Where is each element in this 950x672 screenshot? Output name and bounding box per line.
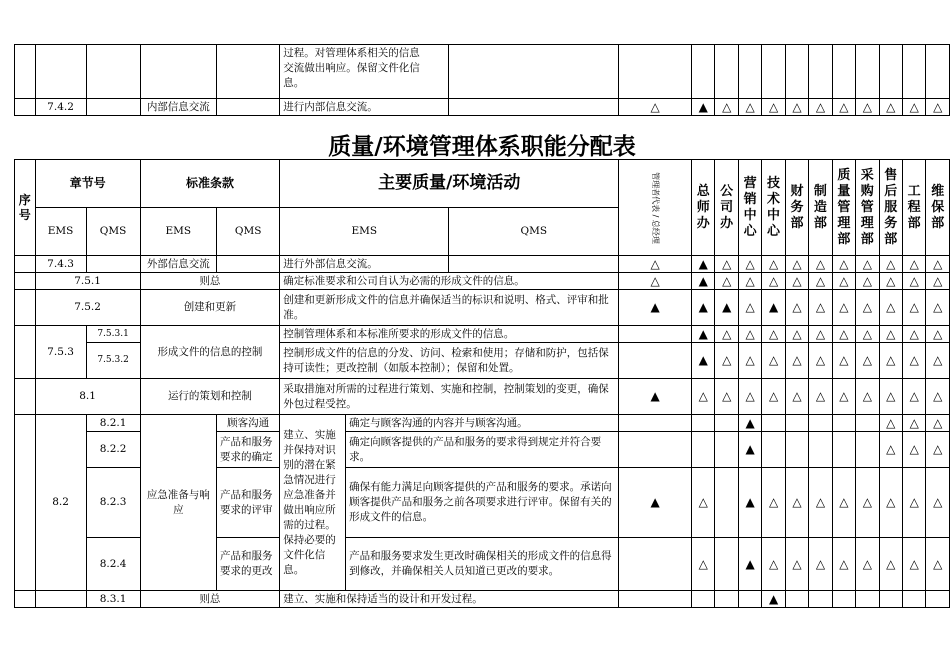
- mark: [762, 415, 785, 432]
- mark: △: [832, 538, 855, 591]
- dept-header: 制造部: [809, 160, 832, 256]
- mark: △: [738, 99, 761, 116]
- mark: △: [879, 415, 902, 432]
- mark: △: [692, 379, 715, 415]
- sub-chapter-number: 7.5.3.1: [86, 326, 140, 343]
- mark: △: [856, 99, 879, 116]
- chapter-number: 7.5.2: [35, 290, 140, 326]
- table-row: [15, 379, 950, 415]
- mark: △: [902, 99, 925, 116]
- sub-chapter-number: 8.2.2: [86, 432, 140, 468]
- dept-header: 采购管理部: [856, 160, 879, 256]
- mark: [619, 326, 692, 343]
- mark: △: [785, 343, 808, 379]
- standard-clause: 应急准备与响应: [140, 415, 216, 591]
- activity-text: 控制形成文件的信息的分发、访问、检索和使用；存储和防护，包括保持可读性；更改控制（如版本控制）；保留和处置。: [280, 343, 619, 379]
- activity-header: 主要质量/环境活动: [280, 160, 619, 208]
- mark: [619, 538, 692, 591]
- activity-text: 确定标准要求和公司自认为必需的形成文件的信息。: [280, 273, 619, 290]
- mark: △: [785, 379, 808, 415]
- qms-header: QMS: [217, 208, 280, 256]
- mark: △: [926, 432, 950, 468]
- mark: △: [785, 468, 808, 538]
- mark: △: [856, 326, 879, 343]
- chapter-ems: 7.4.3: [35, 256, 86, 273]
- mark: △: [926, 379, 950, 415]
- mark: ▲: [738, 415, 761, 432]
- mark: △: [856, 379, 879, 415]
- dept-header-management: 管理者代表 / 总经理: [619, 160, 692, 256]
- mark: ▲: [762, 591, 785, 608]
- chapter-number: 8.2: [35, 415, 86, 591]
- header-row: [15, 160, 950, 208]
- chapter-header: 章节号: [35, 160, 140, 208]
- mark: △: [715, 256, 738, 273]
- mark: △: [809, 379, 832, 415]
- mark: △: [879, 273, 902, 290]
- mark: △: [762, 326, 785, 343]
- mark: △: [832, 343, 855, 379]
- mark: [619, 343, 692, 379]
- mark: △: [809, 290, 832, 326]
- mark: △: [902, 379, 925, 415]
- activity-text: 确定与顾客沟通的内容并与顾客沟通。: [346, 415, 619, 432]
- mark: △: [785, 273, 808, 290]
- ems-activity-text: 建立、实施并保持对识别的潜在紧急情况进行应急准备并做出响应所需的过程。保持必要的文件化信息。: [280, 415, 346, 591]
- mark: △: [879, 326, 902, 343]
- mark: △: [715, 326, 738, 343]
- activity-text: 进行内部信息交流。: [280, 99, 449, 116]
- allocation-table: [14, 44, 950, 608]
- mark: ▲: [738, 538, 761, 591]
- standard-clause: 运行的策划和控制: [140, 379, 280, 415]
- mark: △: [926, 415, 950, 432]
- mark: △: [856, 290, 879, 326]
- mark: △: [738, 256, 761, 273]
- mark: △: [738, 343, 761, 379]
- mark: △: [785, 290, 808, 326]
- dept-header: 工程部: [902, 160, 925, 256]
- mark: △: [809, 99, 832, 116]
- mark: ▲: [738, 468, 761, 538]
- chapter-number: 8.1: [35, 379, 140, 415]
- mark: △: [832, 273, 855, 290]
- mark: △: [879, 256, 902, 273]
- mark: △: [762, 273, 785, 290]
- qms-header: QMS: [86, 208, 140, 256]
- mark: [809, 591, 832, 608]
- standard-clause: 则总: [140, 591, 280, 608]
- mark: △: [879, 432, 902, 468]
- mark: △: [785, 326, 808, 343]
- qms-header: QMS: [449, 208, 619, 256]
- mark: △: [879, 538, 902, 591]
- table-row: [15, 99, 950, 116]
- mark: △: [902, 468, 925, 538]
- mark: △: [738, 326, 761, 343]
- fragment-row: [15, 45, 950, 99]
- dept-header: 售后服务部: [879, 160, 902, 256]
- mark: ▲: [619, 468, 692, 538]
- mark: ▲: [692, 99, 715, 116]
- mark: △: [715, 99, 738, 116]
- mark: △: [856, 468, 879, 538]
- mark: [785, 432, 808, 468]
- mark: △: [832, 468, 855, 538]
- mark: △: [902, 538, 925, 591]
- dept-header: 公司办: [715, 160, 738, 256]
- mark: [762, 432, 785, 468]
- mark: [715, 415, 738, 432]
- mark: △: [879, 343, 902, 379]
- mark: △: [832, 99, 855, 116]
- mark: [619, 415, 692, 432]
- mark: [902, 591, 925, 608]
- table-row: [15, 415, 950, 432]
- activity-text: 确保有能力满足向顾客提供的产品和服务的要求。承诺向顾客提供产品和服务之前各项要求进行评审。保留有关的形成文件的信息。: [346, 468, 619, 538]
- mark: ▲: [692, 273, 715, 290]
- mark: △: [619, 273, 692, 290]
- mark: △: [762, 99, 785, 116]
- dept-header: 营销中心: [738, 160, 761, 256]
- sub-chapter-number: 8.3.1: [86, 591, 140, 608]
- activity-text: 进行外部信息交流。: [280, 256, 449, 273]
- mark: △: [902, 415, 925, 432]
- page-title: 质量/环境管理体系职能分配表: [328, 134, 636, 160]
- mark: △: [738, 290, 761, 326]
- mark: △: [856, 343, 879, 379]
- mark: △: [785, 99, 808, 116]
- standard-clause: 创建和更新: [140, 290, 280, 326]
- dept-header: 质量管理部: [832, 160, 855, 256]
- mark: △: [762, 468, 785, 538]
- mark: [715, 591, 738, 608]
- mark: [809, 432, 832, 468]
- fragment-line: 交流做出响应。保留文件化信: [283, 62, 420, 74]
- mark: △: [832, 326, 855, 343]
- mark: ▲: [619, 290, 692, 326]
- mark: △: [809, 343, 832, 379]
- mark: [715, 468, 738, 538]
- mark: △: [879, 468, 902, 538]
- chapter-ems: 7.4.2: [35, 99, 86, 116]
- mark: △: [692, 538, 715, 591]
- seq-header: 序号: [15, 160, 36, 256]
- mark: [715, 538, 738, 591]
- mark: △: [926, 273, 950, 290]
- mark: △: [926, 256, 950, 273]
- mark: △: [832, 290, 855, 326]
- mark: △: [926, 343, 950, 379]
- mark: △: [902, 256, 925, 273]
- mark: △: [762, 379, 785, 415]
- sub-clause-name: 产品和服务要求的确定: [217, 432, 280, 468]
- mark: △: [809, 326, 832, 343]
- mark: ▲: [738, 432, 761, 468]
- mark: ▲: [762, 290, 785, 326]
- ems-header: EMS: [280, 208, 449, 256]
- mark: △: [902, 432, 925, 468]
- mark: △: [785, 256, 808, 273]
- activity-text: 采取措施对所需的过程进行策划、实施和控制，控制策划的变更，确保外包过程受控。: [280, 379, 619, 415]
- sub-clause-name: 顾客沟通: [217, 415, 280, 432]
- mark: △: [785, 538, 808, 591]
- activity-text: 确定向顾客提供的产品和服务的要求得到规定并符合要求。: [346, 432, 619, 468]
- mark: △: [619, 99, 692, 116]
- activity-text: 创建和更新形成文件的信息并确保适当的标识和说明、格式、评审和批准。: [280, 290, 619, 326]
- mark: △: [692, 468, 715, 538]
- table-row: [15, 256, 950, 273]
- chapter-number: 7.5.3: [35, 326, 86, 379]
- standard-clause: 外部信息交流: [140, 256, 216, 273]
- mark: △: [902, 326, 925, 343]
- mark: △: [619, 256, 692, 273]
- mark: [715, 432, 738, 468]
- mark: △: [856, 256, 879, 273]
- mark: △: [902, 290, 925, 326]
- mark: △: [902, 273, 925, 290]
- ems-header: EMS: [35, 208, 86, 256]
- activity-text: 控制管理体系和本标准所要求的形成文件的信息。: [280, 326, 619, 343]
- mark: △: [762, 538, 785, 591]
- dept-header: 维保部: [926, 160, 950, 256]
- mark: △: [809, 273, 832, 290]
- mark: △: [762, 343, 785, 379]
- mark: △: [809, 538, 832, 591]
- document-sheet: [14, 44, 950, 608]
- table-row: [15, 273, 950, 290]
- mark: [692, 432, 715, 468]
- dept-header: 总师办: [692, 160, 715, 256]
- mark: [619, 591, 692, 608]
- mark: △: [738, 379, 761, 415]
- mark: △: [738, 273, 761, 290]
- table-row: [15, 326, 950, 343]
- mark: △: [715, 379, 738, 415]
- mark: △: [809, 468, 832, 538]
- sub-clause-name: 产品和服务要求的更改: [217, 538, 280, 591]
- mark: [832, 432, 855, 468]
- sub-chapter-number: 7.5.3.2: [86, 343, 140, 379]
- mark: ▲: [692, 290, 715, 326]
- mark: [809, 415, 832, 432]
- mark: ▲: [715, 290, 738, 326]
- mark: ▲: [692, 343, 715, 379]
- mark: △: [832, 379, 855, 415]
- mark: △: [926, 468, 950, 538]
- sub-chapter-number: 8.2.4: [86, 538, 140, 591]
- mark: ▲: [692, 326, 715, 343]
- mark: [785, 415, 808, 432]
- mark: △: [879, 379, 902, 415]
- mark: [926, 591, 950, 608]
- mark: [832, 415, 855, 432]
- mark: △: [856, 273, 879, 290]
- mark: [738, 591, 761, 608]
- standard-header: 标准条款: [140, 160, 280, 208]
- mark: △: [879, 99, 902, 116]
- mark: [856, 432, 879, 468]
- table-row: [15, 591, 950, 608]
- standard-clause: 则总: [140, 273, 280, 290]
- mark: △: [926, 326, 950, 343]
- mark: [856, 591, 879, 608]
- mark: ▲: [619, 379, 692, 415]
- dept-header: 财务部: [785, 160, 808, 256]
- mark: △: [762, 256, 785, 273]
- mark: △: [926, 538, 950, 591]
- mark: [692, 591, 715, 608]
- chapter-number: 7.5.1: [35, 273, 140, 290]
- mark: △: [926, 99, 950, 116]
- mark: △: [809, 256, 832, 273]
- mark: △: [879, 290, 902, 326]
- sub-clause-name: 产品和服务要求的评审: [217, 468, 280, 538]
- mark: [856, 415, 879, 432]
- mark: △: [902, 343, 925, 379]
- sub-chapter-number: 8.2.1: [86, 415, 140, 432]
- mark: [832, 591, 855, 608]
- mark: [692, 415, 715, 432]
- activity-text: 建立、实施和保持适当的设计和开发过程。: [280, 591, 619, 608]
- standard-clause: 内部信息交流: [140, 99, 216, 116]
- mark: △: [926, 290, 950, 326]
- fragment-line: 息。: [283, 77, 305, 89]
- table-row: [15, 290, 950, 326]
- activity-text: 产品和服务要求发生更改时确保相关的形成文件的信息得到修改，并确保相关人员知道已更改的要求。: [346, 538, 619, 591]
- mark: [785, 591, 808, 608]
- mark: △: [715, 343, 738, 379]
- sub-chapter-number: 8.2.3: [86, 468, 140, 538]
- dept-header: 技术中心: [762, 160, 785, 256]
- mark: [879, 591, 902, 608]
- standard-clause: 形成文件的信息的控制: [140, 326, 280, 379]
- mark: △: [832, 256, 855, 273]
- mark: △: [856, 538, 879, 591]
- ems-header: EMS: [140, 208, 216, 256]
- mark: △: [715, 273, 738, 290]
- fragment-line: 过程。对管理体系相关的信息: [283, 47, 420, 59]
- mark: ▲: [692, 256, 715, 273]
- mark: [619, 432, 692, 468]
